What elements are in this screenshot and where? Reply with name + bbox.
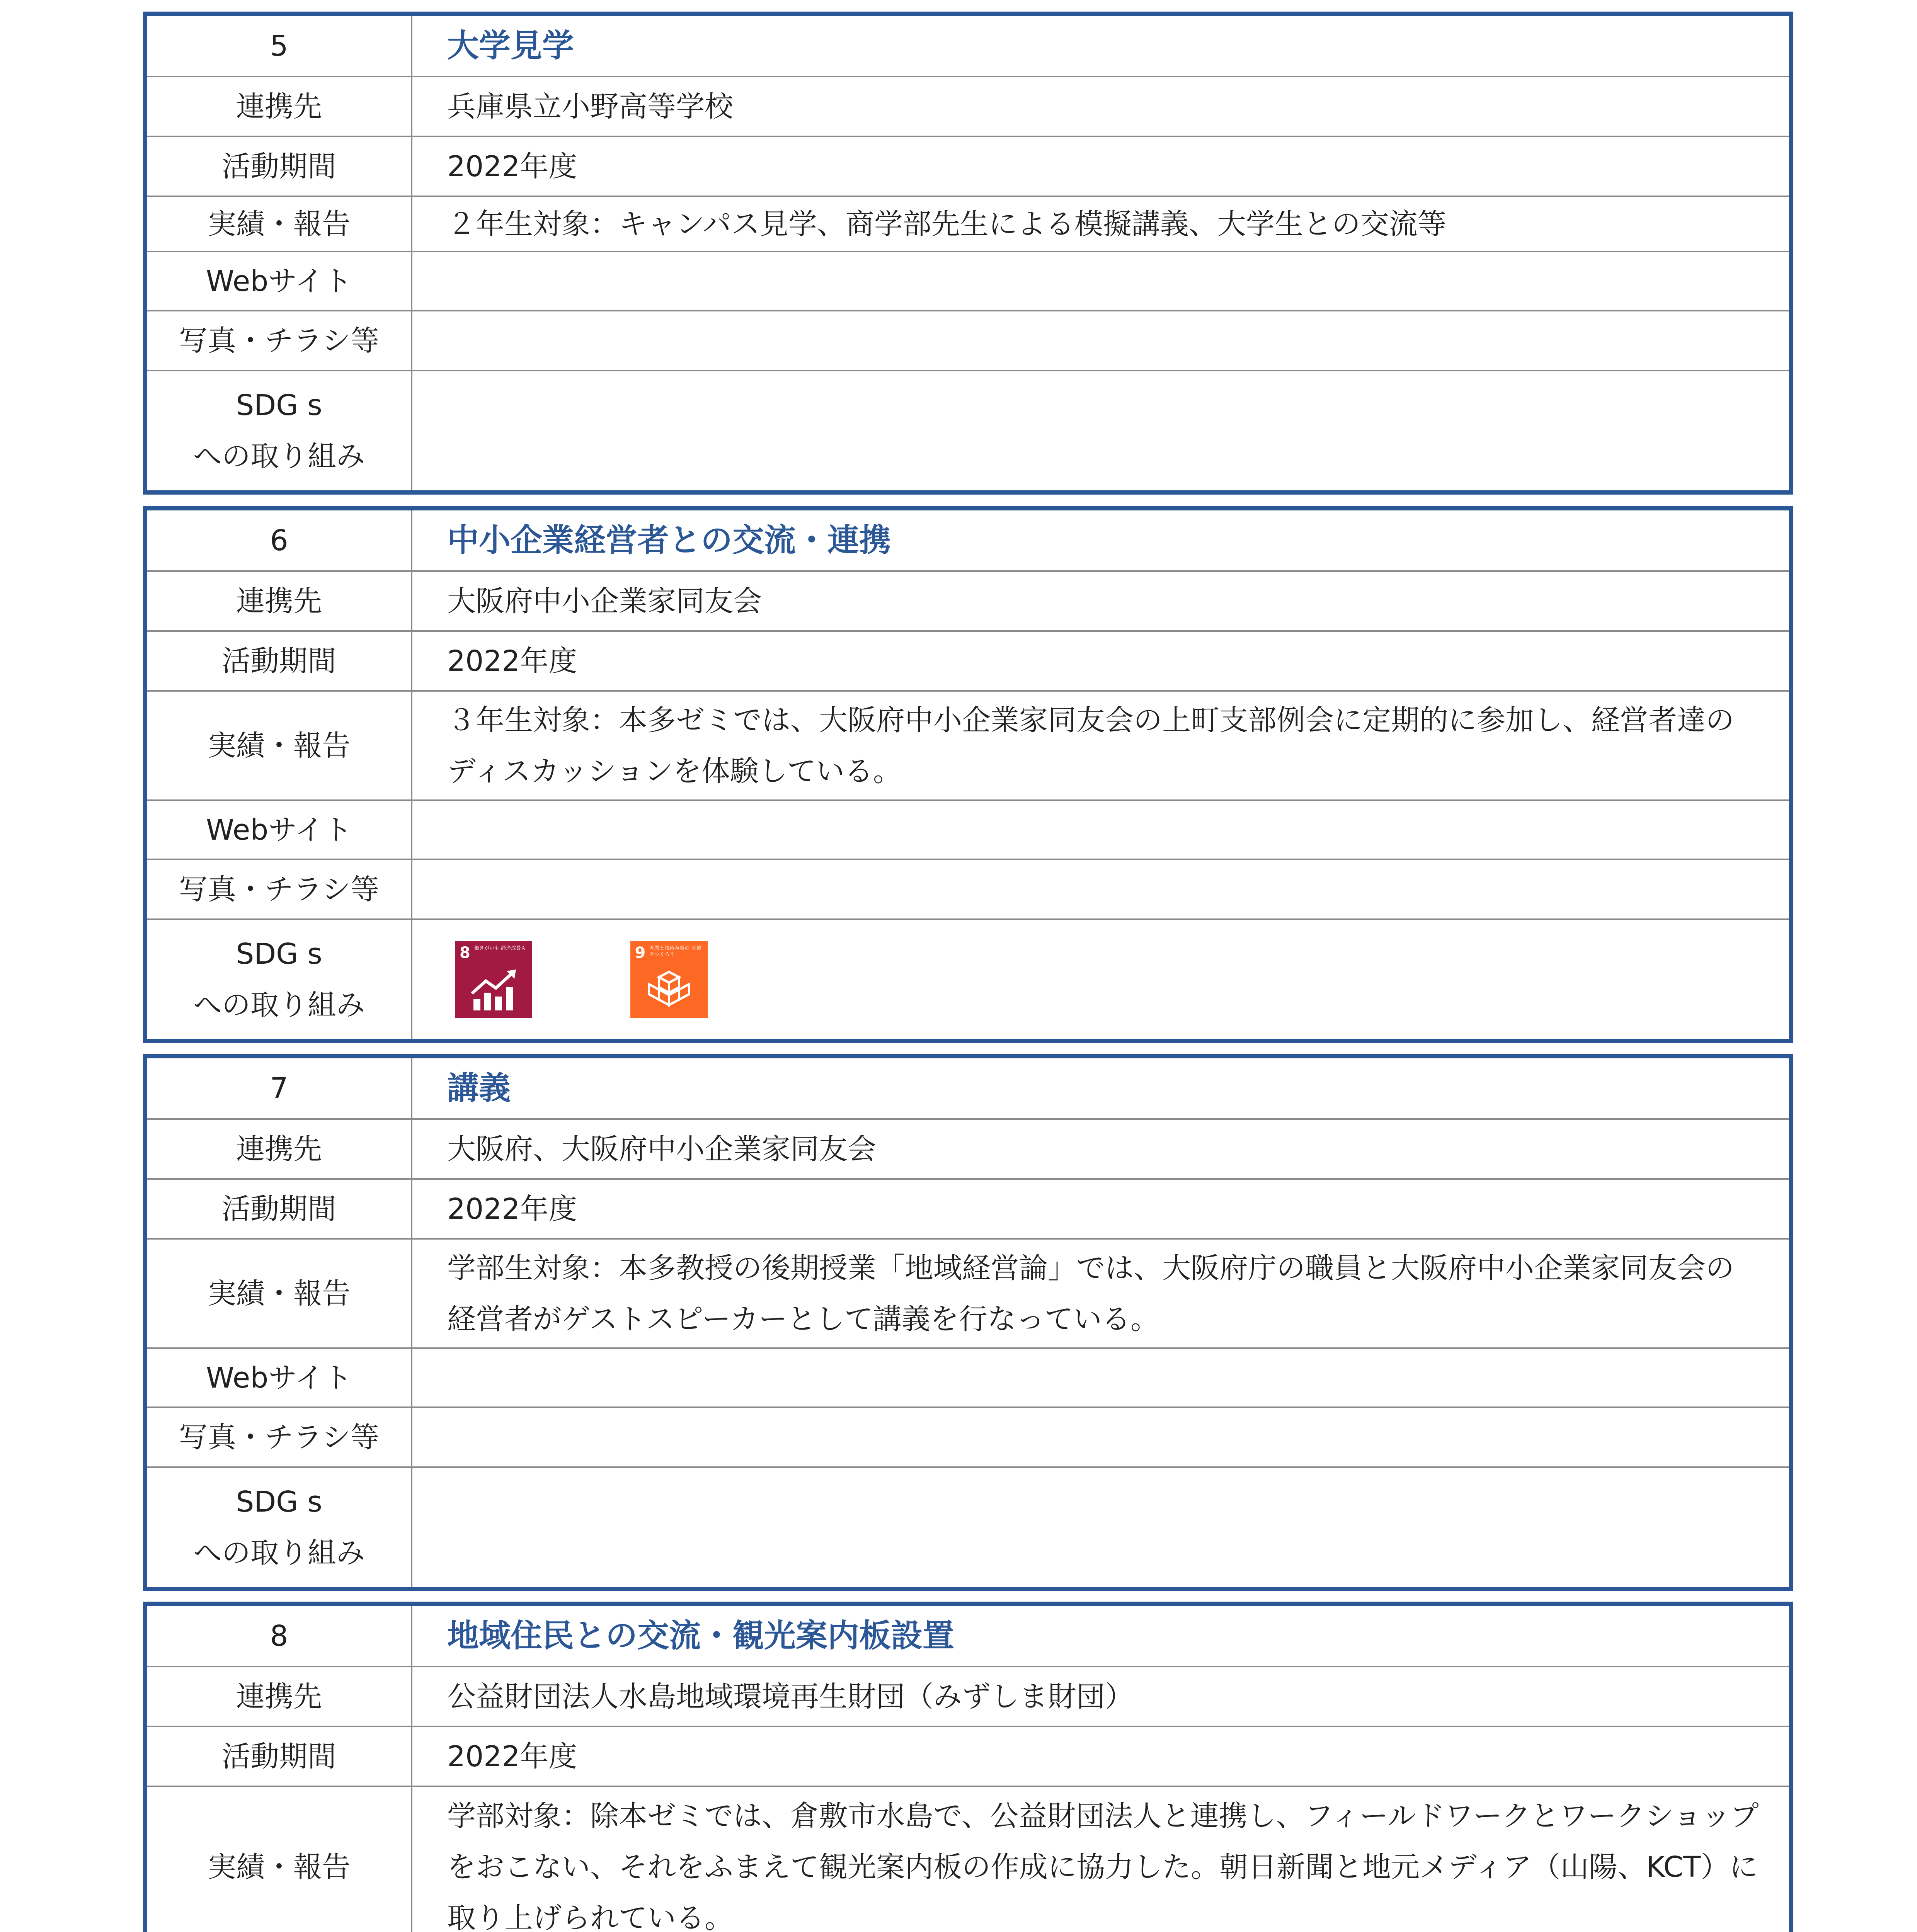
- sdgs-label: [147, 371, 412, 490]
- sdg-goal-number: 8: [460, 944, 470, 962]
- sdgs-label-line1: SDG s: [236, 937, 322, 971]
- entry-title: 中小企業経営者との交流・連携: [412, 510, 1789, 571]
- report-label: 実績・報告: [147, 691, 412, 800]
- photo-label: 写真・チラシ等: [147, 311, 412, 371]
- website-label: Webサイト: [147, 252, 412, 311]
- sdgs-label-line2: への取り組み: [193, 440, 365, 473]
- partner-label: 連携先: [147, 1667, 412, 1726]
- photo-label: 写真・チラシ等: [147, 859, 412, 919]
- partner-value: 公益財団法人水島地域環境再生財団（みずしま財団）: [412, 1667, 1789, 1726]
- partner-value: 大阪府中小企業家同友会: [412, 571, 1789, 631]
- sdgs-value: [412, 371, 1789, 490]
- website-value: [412, 800, 1789, 859]
- photo-label: 写真・チラシ等: [147, 1407, 412, 1467]
- report-value: ３年生対象：本多ゼミでは、大阪府中小企業家同友会の上町支部例会に定期的に参加し、経営者達のディスカッションを体験している。: [412, 691, 1789, 800]
- sdg-goal-caption: 産業と技術革新の 基盤をつくろう: [649, 946, 701, 957]
- sdgs-label-line1: SDG s: [236, 1485, 322, 1519]
- sdgs-label-line2: への取り組み: [193, 1536, 365, 1570]
- photo-value: [412, 311, 1789, 371]
- sdg-goal-caption: 働きがいも 経済成長も: [474, 946, 526, 951]
- activity-table: [147, 1606, 1789, 1932]
- website-label: Webサイト: [147, 1348, 412, 1407]
- partner-label: 連携先: [147, 77, 412, 136]
- sdg-goal-number: 9: [635, 944, 646, 962]
- activity-block-8: [143, 1602, 1793, 1932]
- activity-block-6: [143, 506, 1793, 1043]
- partner-label: 連携先: [147, 1119, 412, 1179]
- entry-number: 8: [147, 1606, 412, 1667]
- sdgs-label: [147, 1467, 412, 1587]
- entry-title: 大学見学: [412, 16, 1789, 77]
- report-value: 学部対象：除本ゼミでは、倉敷市水島で、公益財団法人と連携し、フィールドワークとワークショップをおこない、それをふまえて観光案内板の作成に協力した。朝日新聞と地元メディア（山陽、KCT）に取り上げられている。: [412, 1786, 1789, 1932]
- activity-block-5: [143, 12, 1793, 495]
- entry-title: 地域住民との交流・観光案内板設置: [412, 1606, 1789, 1667]
- period-label: 活動期間: [147, 631, 412, 691]
- website-label: Webサイト: [147, 800, 412, 859]
- period-label: 活動期間: [147, 136, 412, 196]
- entry-number: 7: [147, 1058, 412, 1119]
- entry-number: 6: [147, 510, 412, 571]
- period-value: 2022年度: [412, 631, 1789, 691]
- report-label: 実績・報告: [147, 1786, 412, 1932]
- sdgs-value: [412, 919, 1789, 1039]
- sdgs-label-line2: への取り組み: [193, 988, 365, 1022]
- period-value: 2022年度: [412, 1179, 1789, 1239]
- website-value: [412, 1348, 1789, 1407]
- activity-table: [147, 510, 1789, 1039]
- partner-value: 兵庫県立小野高等学校: [412, 77, 1789, 136]
- cubes-icon: [642, 968, 696, 1014]
- sdg-goal-9-icon: [630, 941, 708, 1018]
- report-value: 学部生対象：本多教授の後期授業「地域経営論」では、大阪府庁の職員と大阪府中小企業家同友会の経営者がゲストスピーカーとして講義を行なっている。: [412, 1239, 1789, 1348]
- entry-number: 5: [147, 16, 412, 77]
- sdgs-value: [412, 1467, 1789, 1587]
- photo-value: [412, 1407, 1789, 1467]
- sdgs-label: [147, 919, 412, 1039]
- partner-value: 大阪府、大阪府中小企業家同友会: [412, 1119, 1789, 1179]
- entry-title: 講義: [412, 1058, 1789, 1119]
- report-label: 実績・報告: [147, 1239, 412, 1348]
- report-value: ２年生対象：キャンパス見学、商学部先生による模擬講義、大学生との交流等: [412, 196, 1789, 252]
- period-value: 2022年度: [412, 1726, 1789, 1786]
- report-label: 実績・報告: [147, 196, 412, 252]
- activity-table: [147, 1058, 1789, 1587]
- sdg-goal-8-icon: [455, 941, 532, 1018]
- photo-value: [412, 859, 1789, 919]
- period-value: 2022年度: [412, 136, 1789, 196]
- activity-block-7: [143, 1054, 1793, 1591]
- sdgs-label-line1: SDG s: [236, 389, 322, 422]
- growth-chart-icon: [466, 968, 521, 1014]
- period-label: 活動期間: [147, 1726, 412, 1786]
- period-label: 活動期間: [147, 1179, 412, 1239]
- website-value: [412, 252, 1789, 311]
- partner-label: 連携先: [147, 571, 412, 631]
- activity-table: [147, 16, 1789, 490]
